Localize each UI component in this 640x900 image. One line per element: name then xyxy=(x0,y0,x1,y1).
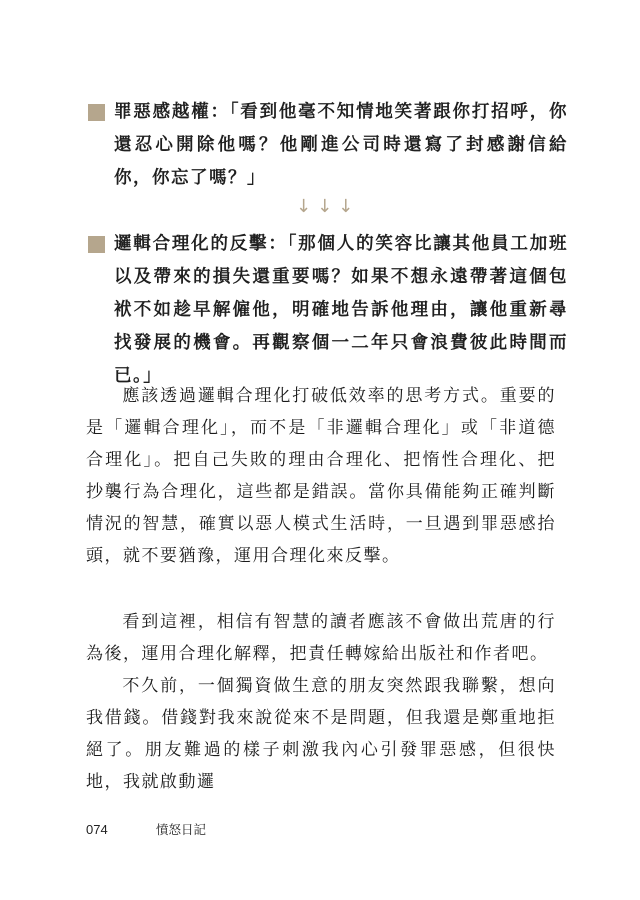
square-bullet-icon xyxy=(88,236,105,253)
paragraph-text: 看到這裡，相信有智慧的讀者應該不會做出荒唐的行為後，運用合理化解釋，把責任轉嫁給出版社和作者吧。 xyxy=(86,612,556,664)
paragraph-text: 應該透過邏輯合理化打破低效率的思考方式。重要的是「邏輯合理化」，而不是「非邏輯合理化」或「非道德合理化」。把自己失敗的理由合理化、把惰性合理化、把抄襲行為合理化，這些都是錯誤。當你具備能夠正確判斷情況的智慧，確實以惡人模式生活時，一旦遇到罪惡感抬頭，就不要猶豫，運用合理化來反擊。 xyxy=(86,386,556,566)
body-paragraph xyxy=(86,380,556,572)
quote-text: 罪惡感越權：「看到他毫不知情地笑著跟你打招呼，你還忍心開除他嗎？他剛進公司時還寫了封感謝信給你，你忘了嗎？」 xyxy=(114,102,568,188)
book-title: 憤怒日記 xyxy=(156,822,207,837)
page-number: 074 xyxy=(86,822,108,837)
down-arrows-icon: ↓↓↓ xyxy=(296,196,360,217)
quote-logical-counter xyxy=(88,228,568,393)
body-paragraph xyxy=(86,670,556,798)
quote-text: 邏輯合理化的反擊：「那個人的笑容比讓其他員工加班以及帶來的損失還重要嗎？如果不想永遠帶著這個包袱不如趁早解僱他，明確地告訴他理由，讓他重新尋找發展的機會。再觀察個一二年只會浪費彼此時間而已。」 xyxy=(114,234,568,386)
quote-guilt-overreach xyxy=(88,96,568,195)
paragraph-text: 不久前，一個獨資做生意的朋友突然跟我聯繫，想向我借錢。借錢對我來說從來不是問題，但我還是鄭重地拒絕了。朋友難過的樣子刺激我內心引發罪惡感，但很快地，我就啟動邏 xyxy=(86,676,556,792)
body-paragraph xyxy=(86,606,556,670)
page-footer xyxy=(86,820,206,838)
square-bullet-icon xyxy=(88,104,105,121)
